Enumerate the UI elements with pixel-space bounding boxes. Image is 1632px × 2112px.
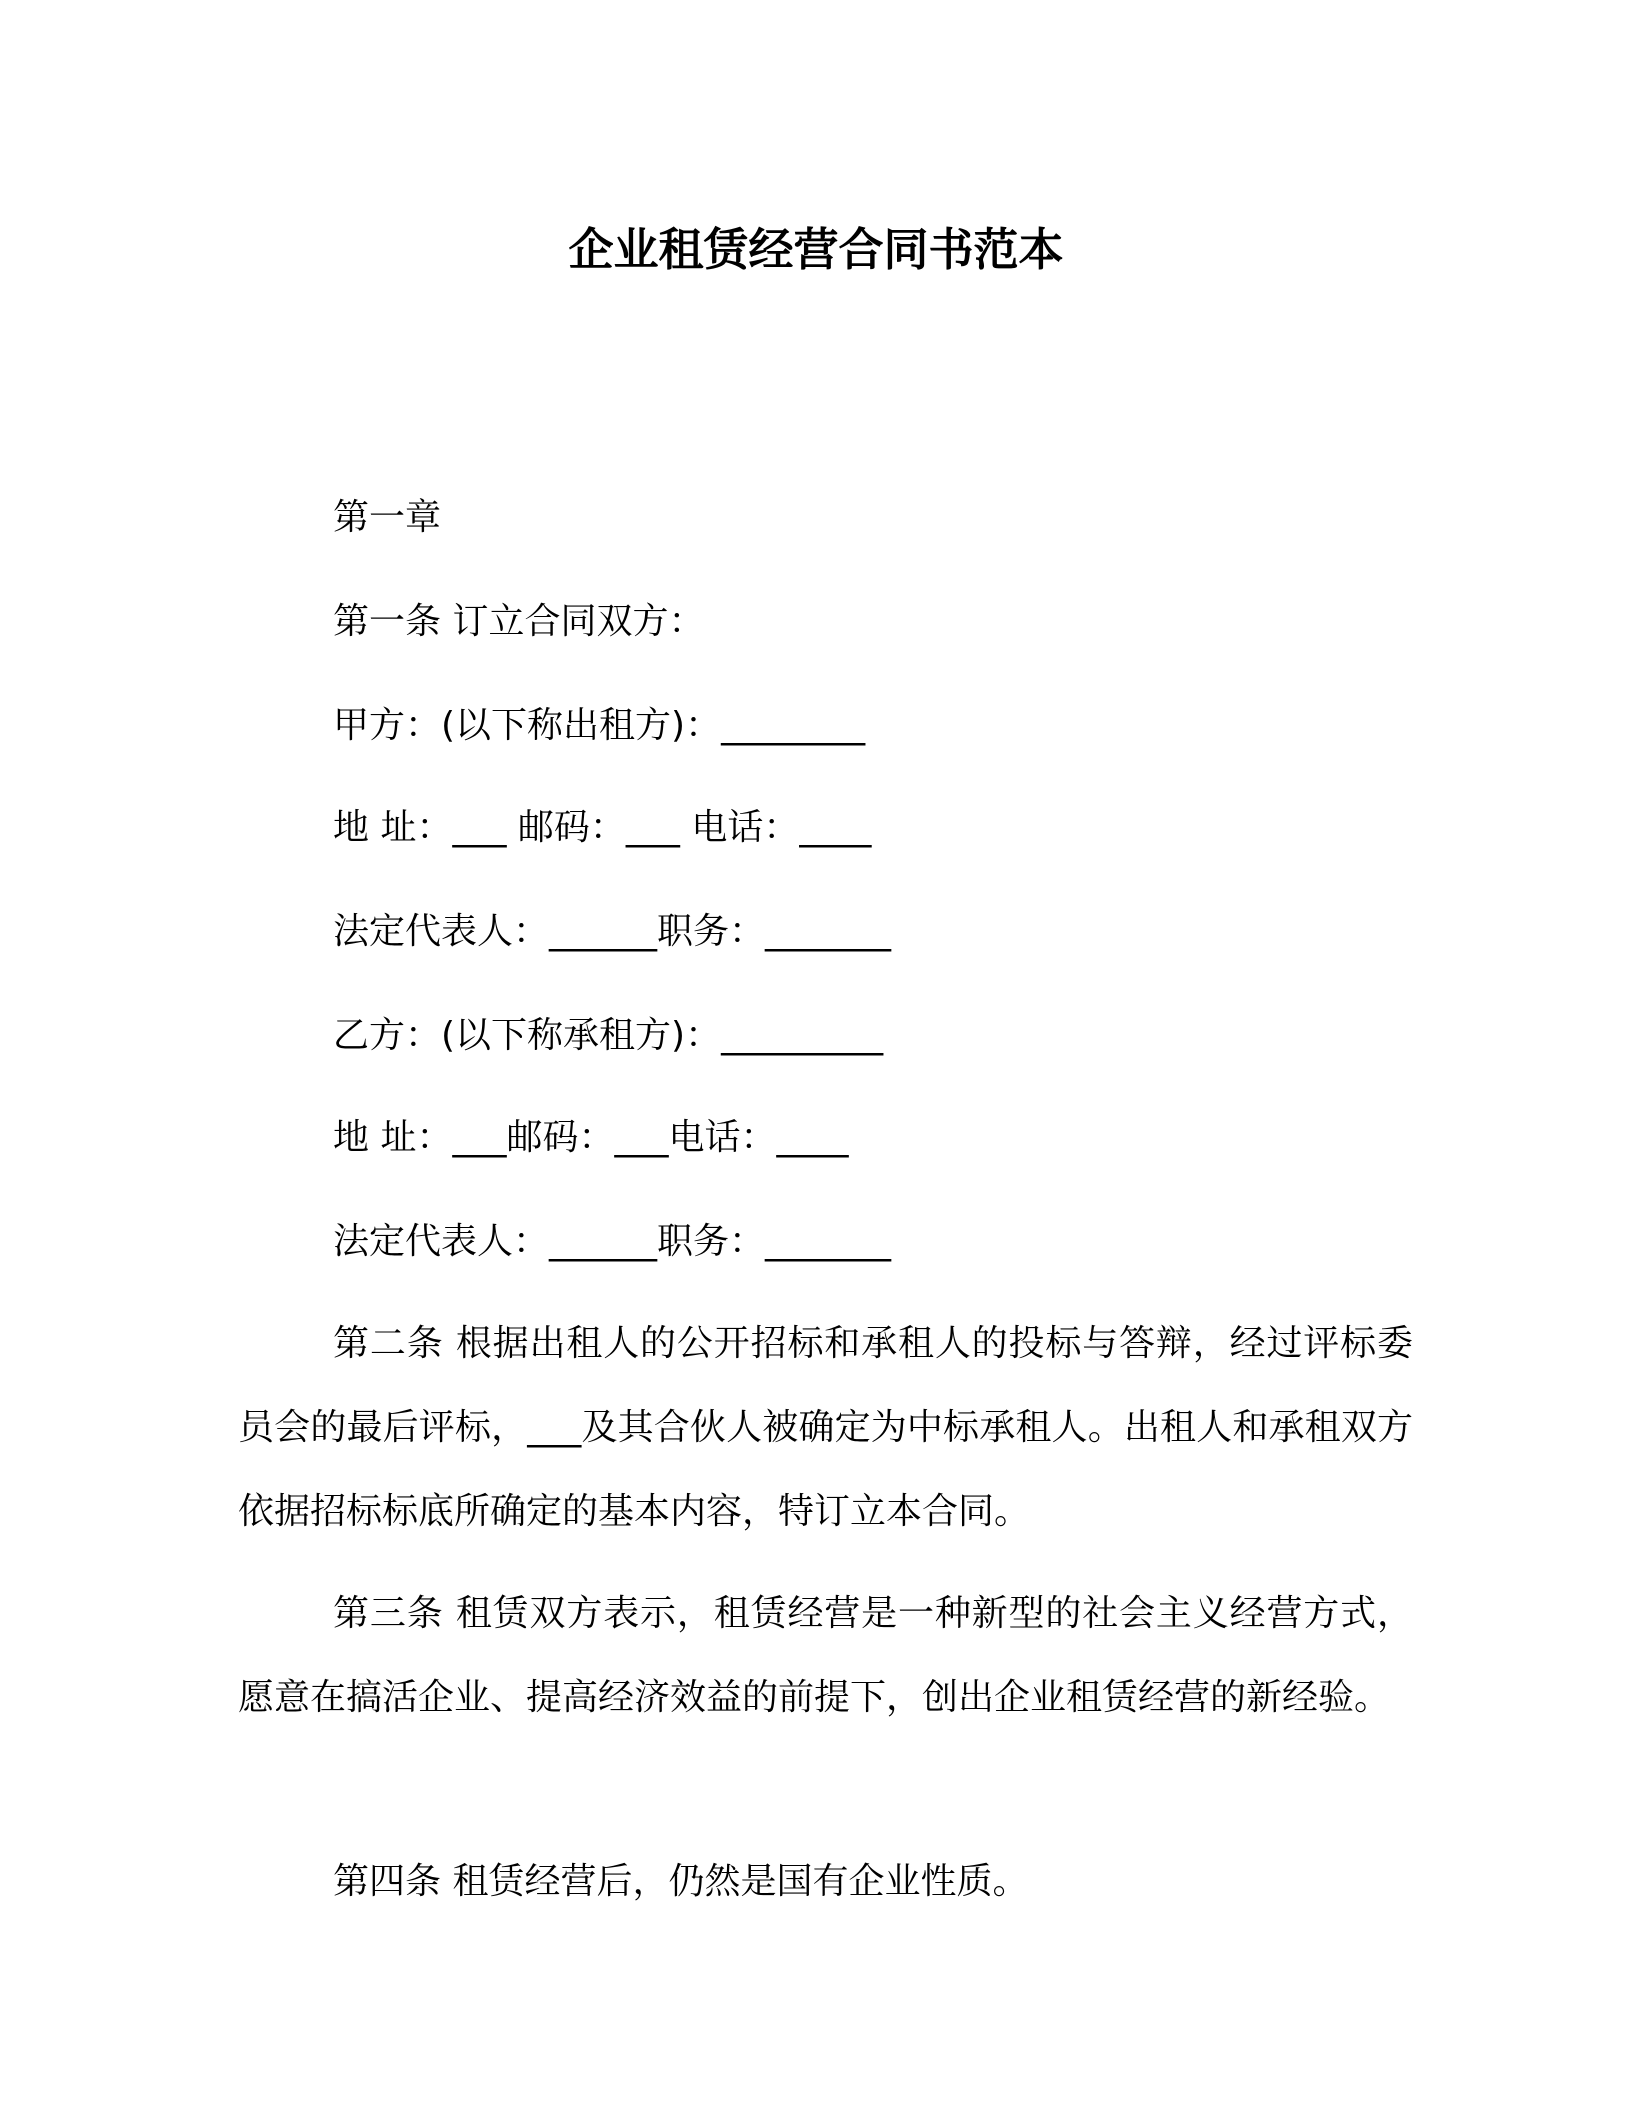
- article-3-paragraph: 第三条 租赁双方表示，租赁经营是一种新型的社会主义经营方式，愿意在搞活企业、提高经济效益的前提下，创出企业租赁经营的新经验。: [238, 1593, 1413, 1718]
- party-a-representative-line: 法定代表人：______职务：_______: [333, 911, 892, 952]
- article-2-paragraph: 第二条 根据出租人的公开招标和承租人的投标与答辩，经过评标委员会的最后评标，___及其合伙人被确定为中标承租人。出租人和承租双方依据招标标底所确定的基本内容，特订立本合同。: [238, 1323, 1413, 1532]
- chapter-heading: 第一章: [333, 497, 442, 538]
- party-a-contact-line: 地 址：___ 邮码：___ 电话：____: [333, 807, 872, 848]
- party-b-contact-line: 地 址：___邮码：___电话：____: [333, 1117, 849, 1158]
- article-4-paragraph: 第四条 租赁经营后，仍然是国有企业性质。: [333, 1861, 1029, 1902]
- party-b-name-line: 乙方：(以下称承租方)：_________: [333, 1015, 884, 1056]
- article-1-heading: 第一条 订立合同双方：: [333, 601, 705, 642]
- party-b-representative-line: 法定代表人：______职务：_______: [333, 1221, 892, 1262]
- party-a-name-line: 甲方：(以下称出租方)：________: [333, 705, 866, 746]
- document-title: 企业租赁经营合同书范本: [568, 223, 1064, 276]
